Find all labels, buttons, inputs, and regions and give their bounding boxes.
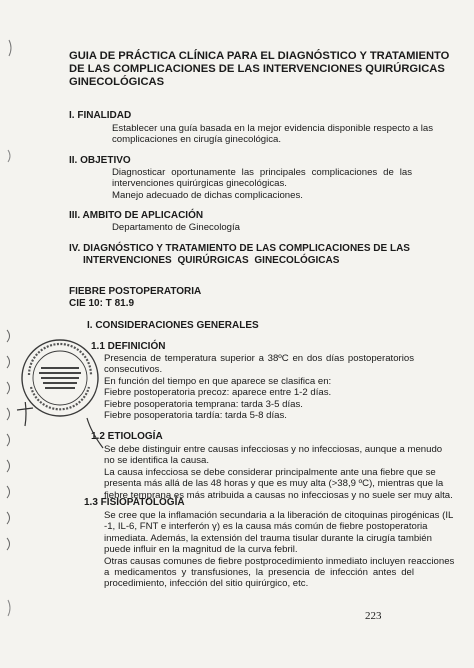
cie-code: CIE 10: T 81.9 [69,298,135,309]
doc-title-line-1: GUIA DE PRÁCTICA CLÍNICA PARA EL DIAGNÓSTICO Y TRATAMIENTO [69,50,450,62]
page-number: 223 [365,610,382,622]
etiologia-text [104,444,453,501]
scan-edge-artifact [0,0,16,668]
etiologia-line: presenta más allá de las 48 horas y que es muy alta (>38,9 ºC), mientras que la [104,478,444,490]
heading-objetivo: II. OBJETIVO [69,155,131,166]
objetivo-text [112,167,412,201]
fisiopatologia-line: puede influir en la magnitud de la curva febril. [104,544,298,556]
heading-definicion: 1.1 DEFINICIÓN [91,341,166,352]
definicion-line: Presencia de temperatura superior a 38ºC en dos días postoperatorios [104,353,414,364]
etiologia-line: no se identifica la causa. [104,455,210,467]
fisiopatologia-line: Se cree que la inflamación secundaria a la liberación de citoquinas pirogénicas (IL [104,510,454,521]
doc-title-line-2: DE LAS COMPLICACIONES DE LAS INTERVENCIONES QUIRÚRGICAS [69,63,445,75]
definicion-line: Fiebre posoperatoria temprana: tarda 3-5 días. [104,398,303,410]
definicion-line: En función del tiempo en que aparece se clasifica en: [104,375,332,387]
definicion-line: consecutivos. [104,364,163,376]
fisiopatologia-line: a medicamentos y transfusiones, la presencia de infección antes del [104,567,414,579]
definicion-line: Fiebre posoperatoria tardía: tarda 5-8 días. [104,410,287,422]
heading-consideraciones: I. CONSIDERACIONES GENERALES [87,320,259,331]
finalidad-line: Establecer una guía basada en la mejor evidencia disponible respecto a las [112,123,434,134]
heading-fisiopatologia: 1.3 FISIOPATOLOGÍA [84,497,185,508]
heading-finalidad: I. FINALIDAD [69,110,132,121]
fisiopatologia-line: procedimiento, infección del sitio quirúrgico, etc. [104,578,309,590]
objetivo-line: Manejo adecuado de dichas complicaciones. [112,189,303,201]
doc-title-line-3: GINECOLÓGICAS [69,76,165,88]
definicion-text [104,353,414,421]
fisiopatologia-line: -1, IL-6, FNT e interferón γ) es la causa más común de fiebre postoperatoria [104,521,428,533]
signature-scribble [15,402,105,450]
finalidad-text [112,123,434,146]
fisiopatologia-text [104,510,455,590]
etiologia-line: Se debe distinguir entre causas infecciosas y no infecciosas, aunque a menudo [104,444,443,455]
heading-diagnostico-line-1: IV. DIAGNÓSTICO Y TRATAMIENTO DE LAS COMPLICACIONES DE LAS [69,243,410,254]
heading-diagnostico-line-2: INTERVENCIONES QUIRÚRGICAS GINECOLÓGICAS [83,255,340,266]
etiologia-line: fiebre temprana es más atribuida a causas no infecciosas y no suele ser muy alta. [104,489,453,501]
ambito-text: Departamento de Ginecología [112,222,240,233]
signature [15,402,105,455]
heading-ambito: III. AMBITO DE APLICACIÓN [69,210,204,221]
etiologia-line: La causa infecciosa se debe considerar principalmente ante una fiebre que se [104,466,436,478]
finalidad-line: complicaciones en cirugía ginecológica. [112,134,282,146]
heading-etiologia: 1.2 ETIOLOGÍA [91,431,163,442]
definicion-line: Fiebre postoperatoria precoz: aparece entre 1-2 días. [104,387,332,399]
objetivo-line: intervenciones quirúrgicas ginecológicas. [112,178,287,190]
fisiopatologia-line: inmediata. Además, la extensión del trauma tisular durante la cirugía también [104,532,432,544]
fiebre-title: FIEBRE POSTOPERATORIA [69,286,202,297]
objetivo-line: Diagnosticar oportunamente las principales complicaciones de las [112,167,412,178]
fisiopatologia-line: Otras causas comunes de fiebre postprocedimiento inmediato incluyen reacciones [104,555,455,567]
